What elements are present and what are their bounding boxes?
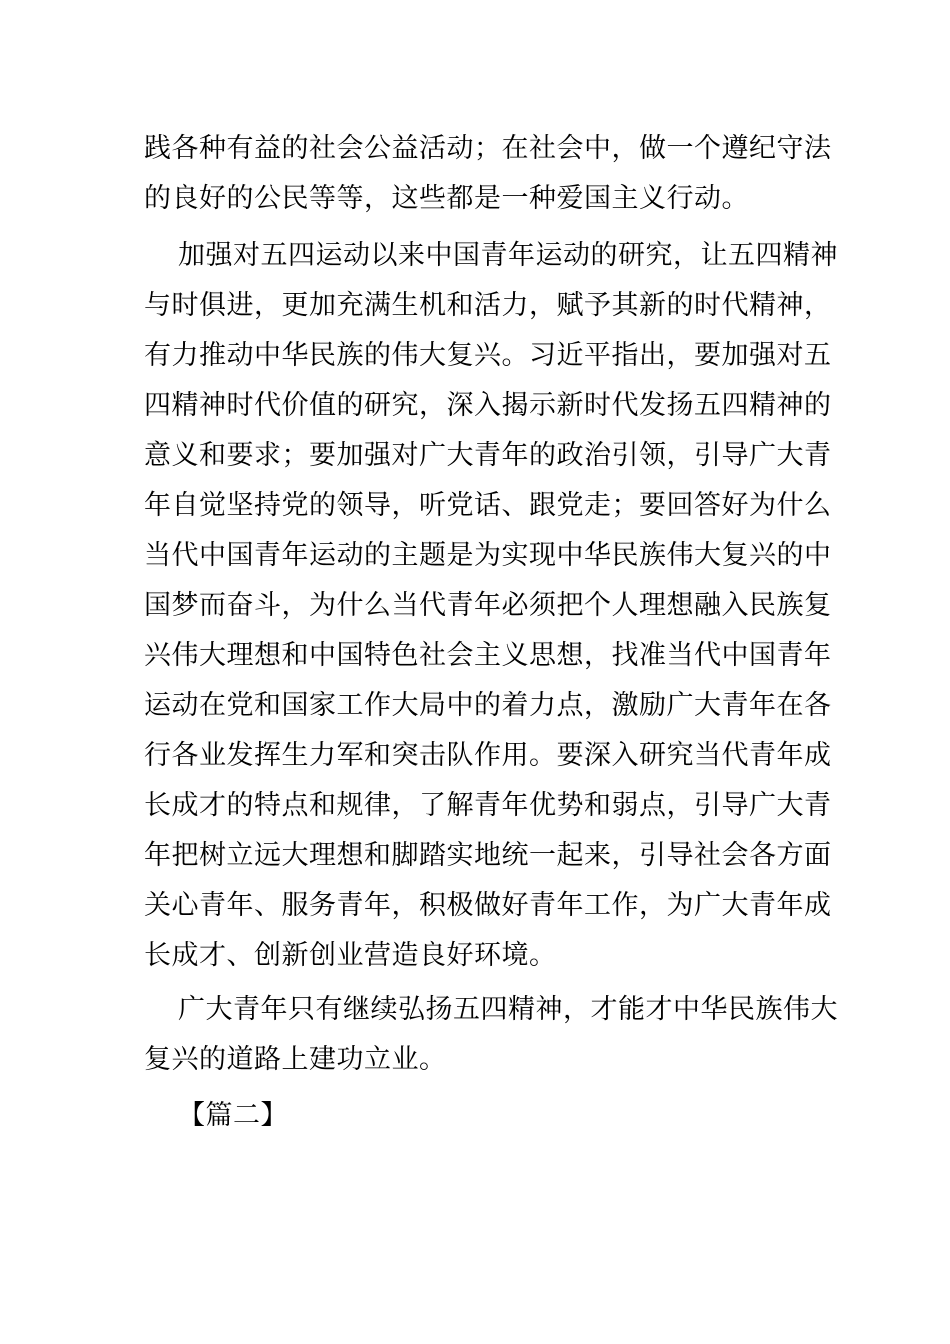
- paragraph-line: 意义和要求；要加强对广大青年的政治引领，引导广大青: [144, 440, 832, 471]
- paragraph-line: 长成才、创新创业营造良好环境。: [144, 940, 557, 971]
- paragraph-line: 的良好的公民等等，这些都是一种爱国主义行动。: [144, 183, 749, 214]
- paragraph-line: 当代中国青年运动的主题是为实现中华民族伟大复兴的中: [144, 540, 832, 571]
- paragraph-line: 国梦而奋斗，为什么当代青年必须把个人理想融入民族复: [144, 590, 832, 621]
- section-heading: [144, 1091, 794, 1141]
- paragraph-line: 兴伟大理想和中国特色社会主义思想，找准当代中国青年: [144, 640, 832, 671]
- paragraph-1: [144, 124, 832, 224]
- paragraph-line: 与时俱进，更加充满生机和活力，赋予其新的时代精神，: [144, 290, 832, 321]
- section-heading-text: 【篇二】: [178, 1100, 288, 1131]
- paragraph-line: 广大青年只有继续弘扬五四精神，才能才中华民族伟大: [178, 994, 838, 1025]
- paragraph-line: 加强对五四运动以来中国青年运动的研究，让五四精神: [178, 240, 838, 271]
- paragraph-2: [144, 231, 838, 981]
- paragraph-3: [144, 985, 838, 1085]
- paragraph-line: 运动在党和国家工作大局中的着力点，激励广大青年在各: [144, 690, 832, 721]
- paragraph-line: 长成才的特点和规律，了解青年优势和弱点，引导广大青: [144, 790, 832, 821]
- paragraph-line: 有力推动中华民族的伟大复兴。习近平指出，要加强对五: [144, 340, 832, 371]
- paragraph-line: 四精神时代价值的研究，深入揭示新时代发扬五四精神的: [144, 390, 832, 421]
- paragraph-line: 年自觉坚持党的领导，听党话、跟党走；要回答好为什么: [144, 490, 832, 521]
- paragraph-line: 年把树立远大理想和脚踏实地统一起来，引导社会各方面: [144, 840, 832, 871]
- paragraph-line: 践各种有益的社会公益活动；在社会中，做一个遵纪守法: [144, 133, 832, 164]
- paragraph-line: 关心青年、服务青年，积极做好青年工作，为广大青年成: [144, 890, 832, 921]
- paragraph-line: 复兴的道路上建功立业。: [144, 1044, 447, 1075]
- paragraph-line: 行各业发挥生力军和突击队作用。要深入研究当代青年成: [144, 740, 832, 771]
